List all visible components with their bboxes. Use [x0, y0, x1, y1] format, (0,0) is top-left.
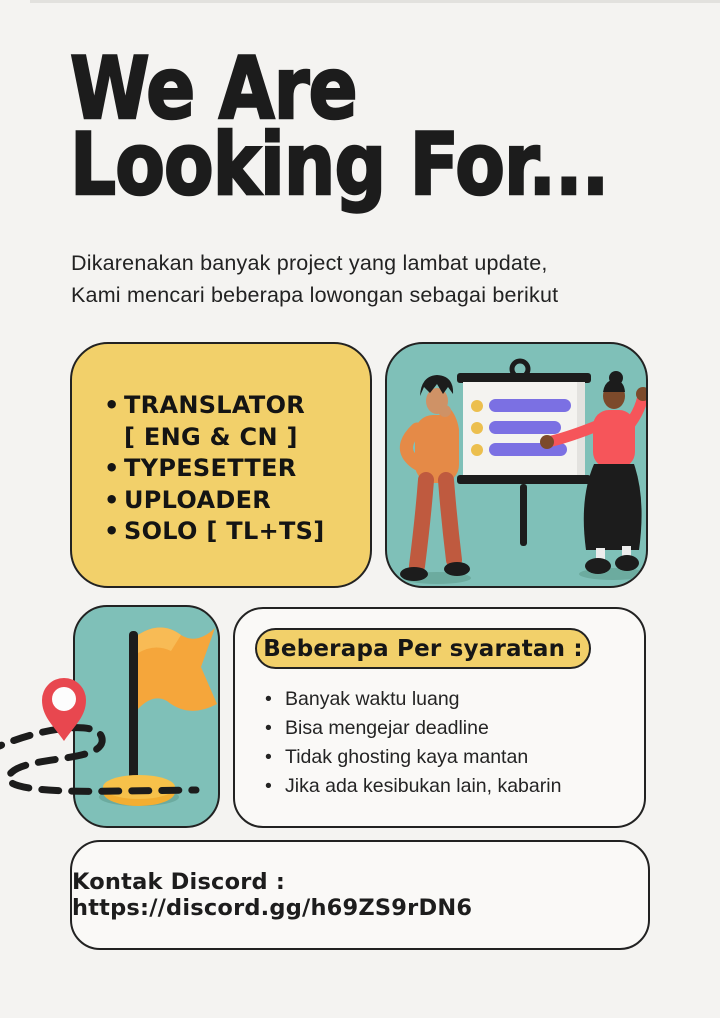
subtitle-line-2: Kami mencari beberapa lowongan sebagai berikut [71, 283, 559, 307]
list-item [265, 743, 630, 772]
bullet-marker [104, 422, 124, 454]
flag-illustration-box [73, 605, 220, 828]
bullet-marker: • [265, 717, 272, 739]
requirement-label: Tidak ghosting kaya mantan [285, 746, 529, 768]
bullet-marker: • [265, 746, 272, 768]
slide-bar-icon [489, 421, 561, 434]
list-item [104, 390, 370, 422]
requirement-label: Banyak waktu luang [285, 688, 460, 710]
role-label: [ ENG & CN ] [124, 422, 298, 451]
bullet-marker: • [104, 517, 120, 545]
title-line-1: We Are [70, 39, 357, 139]
requirements-list [265, 685, 630, 801]
requirements-heading: Beberapa Per syaratan : [263, 635, 583, 662]
role-label: TRANSLATOR [124, 391, 306, 419]
list-item [265, 772, 630, 801]
list-item [104, 516, 370, 548]
contact-discord-label: Kontak Discord : https://discord.gg/h69ZS9rDN6 [72, 869, 473, 921]
role-label: TYPESETTER [124, 454, 297, 482]
slide-dot-icon [471, 400, 483, 412]
subtitle [71, 247, 558, 311]
list-item [265, 685, 630, 714]
requirements-heading-pill [255, 628, 591, 669]
list-item [104, 485, 370, 517]
bullet-marker: • [104, 454, 120, 482]
list-item [104, 453, 370, 485]
presentation-icon [387, 344, 646, 586]
flag-base-top [103, 775, 175, 799]
role-label: SOLO [ TL+TS] [124, 517, 325, 545]
roles-box [70, 342, 372, 588]
slide-dot-icon [471, 422, 483, 434]
screen-bottom-bar [457, 475, 591, 484]
slide-dot-icon [471, 444, 483, 456]
page-title [70, 39, 711, 215]
bullet-marker: • [265, 775, 272, 797]
flag-pole [129, 631, 138, 787]
requirement-label: Bisa mengejar deadline [285, 717, 489, 739]
requirements-box [233, 607, 646, 828]
requirement-label: Jika ada kesibukan lain, kabarin [285, 775, 562, 797]
top-edge-line [30, 0, 720, 3]
goal-flag-icon [75, 607, 218, 826]
screen-top-bar [457, 373, 591, 383]
presentation-illustration-box [385, 342, 648, 588]
list-item [104, 422, 370, 454]
screen-stand [520, 484, 527, 546]
bullet-marker: • [104, 485, 120, 514]
role-label: UPLOADER [124, 485, 272, 514]
bullet-marker: • [265, 688, 272, 710]
list-item [265, 714, 630, 743]
subtitle-line-1: Dikarenakan banyak project yang lambat update, [71, 251, 548, 275]
title-line-2: Looking For... [70, 114, 609, 215]
contact-discord-box[interactable] [70, 840, 650, 950]
bullet-marker: • [104, 391, 120, 419]
slide-bar-icon [489, 399, 571, 412]
